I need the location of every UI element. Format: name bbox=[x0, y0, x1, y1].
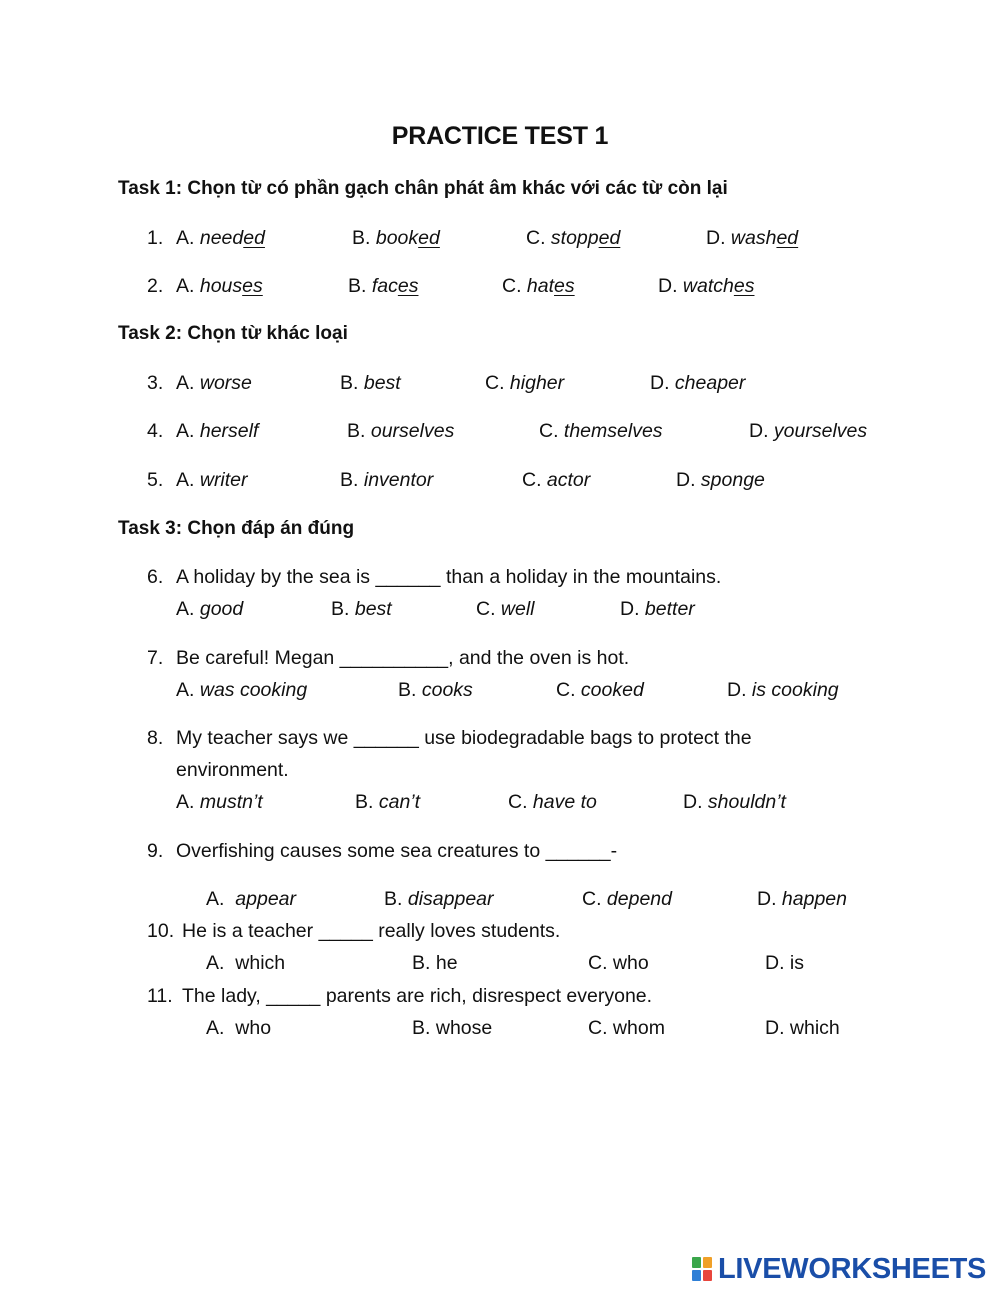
question-number: 10. bbox=[147, 920, 175, 942]
question-number: 7. bbox=[147, 647, 164, 669]
option-c[interactable]: C. depend bbox=[582, 888, 672, 910]
option-d[interactable]: D. washed bbox=[706, 227, 799, 249]
option-d[interactable]: D. shouldn’t bbox=[683, 791, 786, 813]
option-c[interactable]: C. actor bbox=[522, 469, 591, 491]
liveworksheets-logo-icon bbox=[692, 1255, 714, 1283]
option-c[interactable]: C. cooked bbox=[556, 679, 644, 701]
logo-text: LIVEWORKSHEETS bbox=[718, 1252, 987, 1285]
option-a[interactable]: A. appear bbox=[206, 888, 296, 910]
question-number: 5. bbox=[147, 469, 164, 491]
question-number: 6. bbox=[147, 566, 164, 588]
option-a[interactable]: A. herself bbox=[176, 420, 259, 442]
liveworksheets-logo[interactable] bbox=[692, 1253, 986, 1285]
option-b[interactable]: B. ourselves bbox=[347, 420, 455, 442]
option-d[interactable]: D. yourselves bbox=[749, 420, 868, 442]
option-b[interactable]: B. whose bbox=[412, 1017, 493, 1039]
option-a[interactable]: A. mustn’t bbox=[176, 791, 263, 813]
option-d[interactable]: D. happen bbox=[757, 888, 847, 910]
option-a[interactable]: A. was cooking bbox=[176, 679, 308, 701]
option-b[interactable]: B. booked bbox=[352, 227, 440, 249]
option-d[interactable]: D. watches bbox=[658, 275, 755, 297]
option-a[interactable]: A. houses bbox=[176, 275, 263, 297]
option-c[interactable]: C. whom bbox=[588, 1017, 665, 1039]
option-b[interactable]: B. can’t bbox=[355, 791, 421, 813]
option-a[interactable]: A. needed bbox=[176, 227, 265, 249]
option-b[interactable]: B. best bbox=[331, 598, 392, 620]
option-d[interactable]: D. is cooking bbox=[727, 679, 839, 701]
option-c[interactable]: C. stopped bbox=[526, 227, 621, 249]
option-b[interactable]: B. disappear bbox=[384, 888, 494, 910]
question-number: 4. bbox=[147, 420, 164, 442]
option-d[interactable]: D. which bbox=[765, 1017, 840, 1039]
option-a[interactable]: A. which bbox=[206, 952, 286, 974]
task-2-heading: Task 2: Chọn từ khác loại bbox=[118, 323, 348, 344]
option-c[interactable]: C. higher bbox=[485, 372, 565, 394]
task-3-heading: Task 3: Chọn đáp án đúng bbox=[118, 518, 355, 539]
question-text: Overfishing causes some sea creatures to ______- bbox=[176, 840, 618, 862]
option-b[interactable]: B. cooks bbox=[398, 679, 473, 701]
option-c[interactable]: C. have to bbox=[508, 791, 597, 813]
option-d[interactable]: D. better bbox=[620, 598, 695, 620]
option-a[interactable]: A. who bbox=[206, 1017, 272, 1039]
option-d[interactable]: D. sponge bbox=[676, 469, 765, 491]
option-a[interactable]: A. good bbox=[176, 598, 244, 620]
option-b[interactable]: B. inventor bbox=[340, 469, 434, 491]
option-d[interactable]: D. cheaper bbox=[650, 372, 746, 394]
question-text: My teacher says we ______ use biodegradable bags to protect the bbox=[176, 727, 752, 749]
option-d[interactable]: D. is bbox=[765, 952, 805, 974]
question-text-continued: environment. bbox=[176, 759, 289, 781]
question-number: 2. bbox=[147, 275, 164, 297]
question-number: 1. bbox=[147, 227, 164, 249]
task-1-heading: Task 1: Chọn từ có phần gạch chân phát âm khác với các từ còn lại bbox=[118, 178, 728, 199]
option-c[interactable]: C. well bbox=[476, 598, 535, 620]
option-b[interactable]: B. best bbox=[340, 372, 401, 394]
question-number: 9. bbox=[147, 840, 164, 862]
option-c[interactable]: C. hates bbox=[502, 275, 575, 297]
question-number: 3. bbox=[147, 372, 164, 394]
option-c[interactable]: C. who bbox=[588, 952, 649, 974]
question-number: 8. bbox=[147, 727, 164, 749]
question-text: He is a teacher _____ really loves students. bbox=[182, 920, 561, 942]
option-b[interactable]: B. he bbox=[412, 952, 458, 974]
option-c[interactable]: C. themselves bbox=[539, 420, 663, 442]
option-a[interactable]: A. worse bbox=[176, 372, 252, 394]
option-a[interactable]: A. writer bbox=[176, 469, 248, 491]
question-text: The lady, _____ parents are rich, disrespect everyone. bbox=[182, 985, 653, 1007]
question-text: Be careful! Megan __________, and the oven is hot. bbox=[176, 647, 630, 669]
question-text: A holiday by the sea is ______ than a holiday in the mountains. bbox=[176, 566, 722, 588]
option-b[interactable]: B. faces bbox=[348, 275, 419, 297]
page-title: PRACTICE TEST 1 bbox=[391, 122, 609, 150]
question-number: 11. bbox=[147, 985, 173, 1007]
